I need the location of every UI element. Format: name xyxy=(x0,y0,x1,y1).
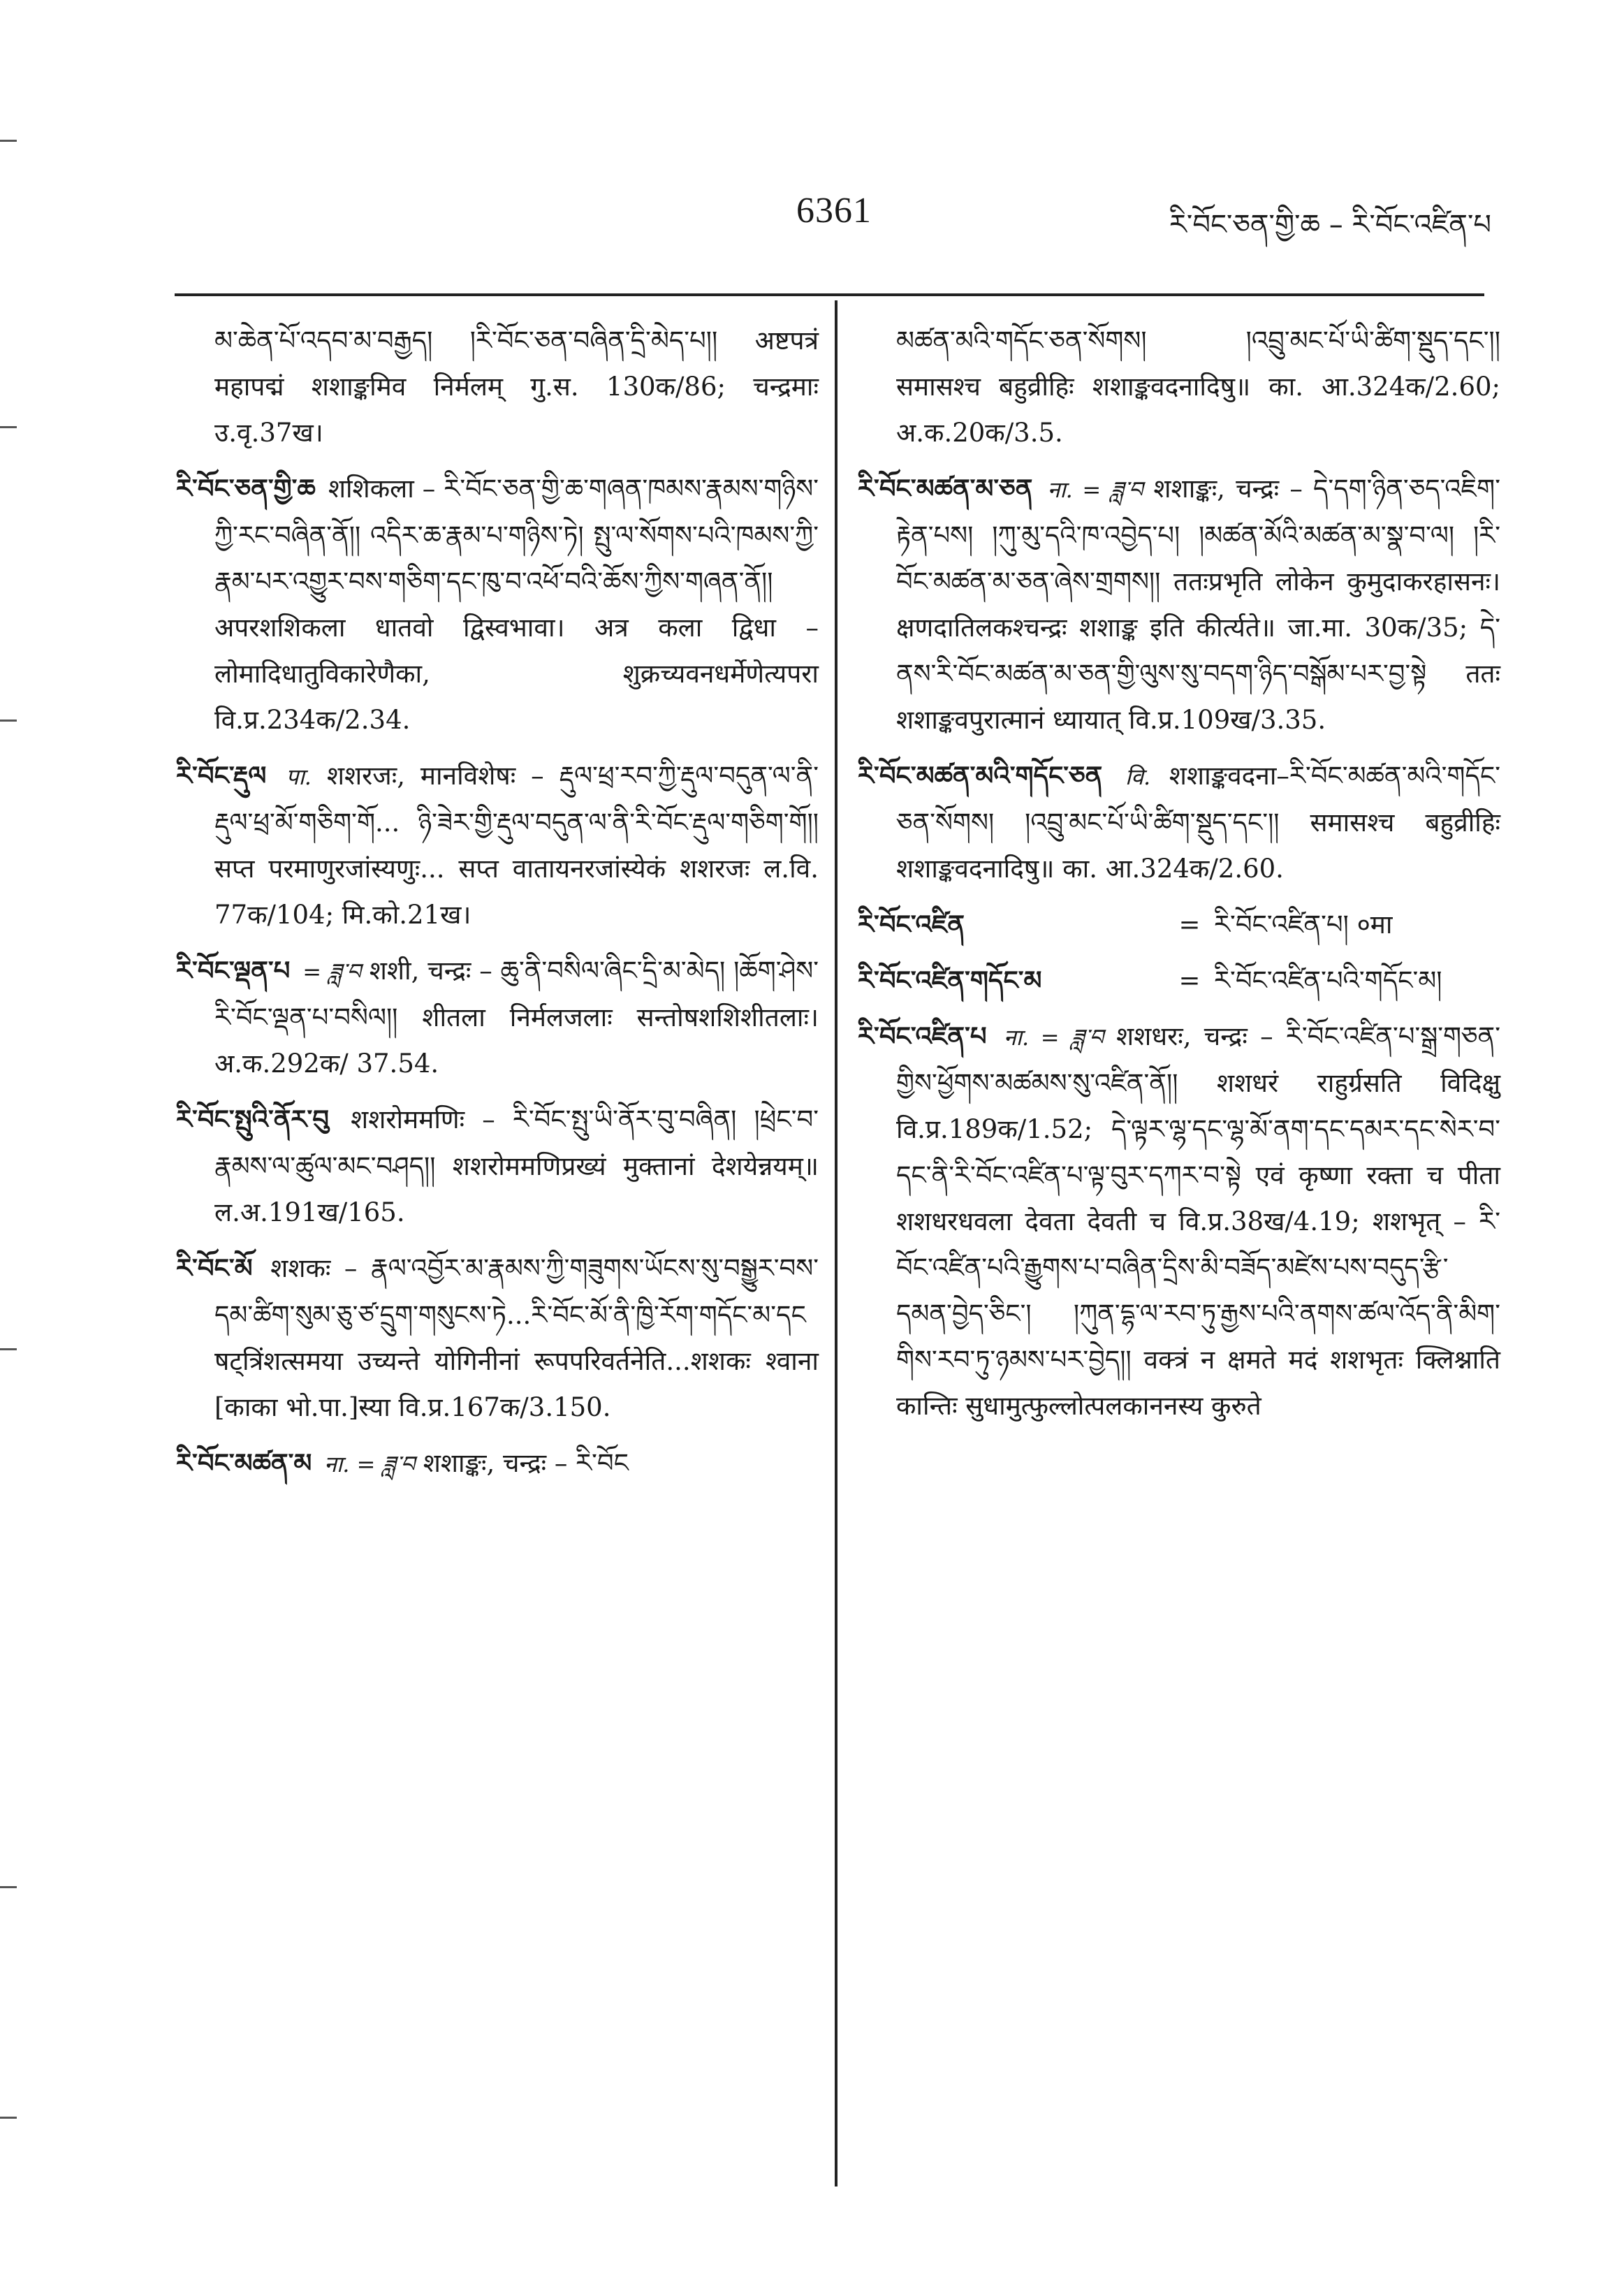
running-head: རི་བོང་ཅན་གྱི་ཆ – རི་བོང་འཛིན་པ xyxy=(1169,209,1491,241)
page-header xyxy=(168,190,1491,253)
xref-term: རི་བོང་འཛིན xyxy=(858,910,965,940)
entry-text: शशरजः, मानविशेषः – རྡུལ་ཕྲ་རབ་ཀྱི་རྡུལ་བདུན་ལ་ནི་རྡུལ་ཕྲ་མོ་གཅིག་གོ... ཉི་ཟེར་གྱི་རྡུལ་བདུན་ལ་ནི་རི་བོང་རྡུལ་གཅིག་གོ།། सप्त परमाणुरजांस्यणुः... सप्त वातायनरजांस्येकं शशरजः ल.वि. 77क/104; मि.को.21ख। xyxy=(214,761,819,930)
margin-mark xyxy=(0,2117,17,2119)
dictionary-entry xyxy=(858,753,1500,892)
entry-text: མ་ཆེན་པོ་འདབ་མ་བརྒྱད། །རི་བོང་ཅན་བཞིན་དྲི་མེད་པ།། अष्टपत्रं महापद्मं शशाङ्कमिव निर्मलम् गु.स. 130क/86; चन्द्रमाः उ.वृ.37ख। xyxy=(214,326,819,448)
entry-headword: རི་བོང་མཚན་མ xyxy=(176,1448,312,1478)
cross-reference xyxy=(858,958,1500,1004)
entry-text: शशधरः, चन्द्रः – རི་བོང་འཛིན་པ་སྒྲ་གཅན་གྱིས་ཕྱོགས་མཚམས་སུ་འཛིན་ནོ།། शशधरं राहुर्ग्रसति विदिक्षु वि.प्र.189क/1.52; དེ་ལྟར་ལྷ་དང་ལྷ་མོ་ནག་དང་དམར་དང་སེར་བ་དང་ནི་རི་བོང་འཛིན་པ་ལྟ་བུར་དཀར་བ་སྟེ एवं कृष्णा रक्ता च पीता शशधरधवला देवता देवती च वि.प्र.38ख/4.19; शशभृत् – རི་བོང་འཛིན་པའི་རྒྱུགས་པ་བཞིན་དྲིས་མི་བཟོད་མཛེས་པས་བདུད་རྩི་དམན་བྱེད་ཅིང་། །ཀུན་དྷ་ལ་རབ་ཏུ་རྒྱས་པའི་ནགས་ཚལ་འོད་ནི་མིག་གིས་རབ་ཏུ་ཉམས་པར་བྱེད།། वक्त्रं न क्षमते मदं शशभृतः क्लिश्नाति कान्तिः सुधामुत्फुल्लोत्पलकाननस्य कुरुते xyxy=(896,1021,1501,1421)
entry-headword: རི་བོང་མཚན་མ་ཅན xyxy=(858,474,1033,504)
entry-headword: རི་བོང་མཚན་མའི་གདོང་ཅན xyxy=(858,761,1103,791)
xref-equals: = xyxy=(1178,965,1201,995)
dictionary-entry xyxy=(176,948,819,1087)
entry-abbr: ना. = ཟླ་བ xyxy=(1003,1024,1104,1051)
entry-headword: རི་བོང་རྡུལ xyxy=(176,761,267,791)
dictionary-entry xyxy=(858,466,1500,743)
dictionary-entry xyxy=(858,318,1500,456)
entry-text: शशिकला – རི་བོང་ཅན་གྱི་ཆ་གཞན་ཁམས་རྣམས་གཉིས་ཀྱི་རང་བཞིན་ནོ།། འདིར་ཆ་རྣམ་པ་གཉིས་ཏེ། སྤུ་ལ་སོགས་པའི་ཁམས་ཀྱི་རྣམ་པར་འགྱུར་བས་གཅིག་དང་ཁུ་བ་འཕོ་བའི་ཆོས་ཀྱིས་གཞན་ནོ།། अपरशशिकला धातवो द्विस्वभावा। अत्र कला द्विधा –लोमादिधातुविकारेणैका, शुक्रच्यवनधर्मेणेत्यपरा वि.प्र.234क/2.34. xyxy=(214,474,819,735)
entry-headword: རི་བོང་ཅན་གྱི་ཆ xyxy=(176,474,316,504)
dictionary-entry xyxy=(176,1246,819,1431)
dictionary-entry xyxy=(176,1440,819,1487)
dictionary-entry xyxy=(858,1014,1500,1429)
entry-text: शशाङ्कः, चन्द्रः – རི་བོང xyxy=(423,1448,629,1478)
entry-headword: རི་བོང་འཛིན་པ xyxy=(858,1021,987,1051)
margin-mark xyxy=(0,720,17,722)
page-number: 6361 xyxy=(796,191,872,231)
entry-abbr: ना. = ཟླ་བ xyxy=(324,1451,415,1477)
entry-headword: རི་བོང་ལྡན་པ xyxy=(176,956,291,986)
dictionary-entry xyxy=(176,1097,819,1236)
header-rule xyxy=(175,293,1484,296)
entry-headword: རི་བོང་མོ xyxy=(176,1253,253,1283)
entry-abbr: वि. xyxy=(1125,764,1151,790)
margin-mark xyxy=(0,426,17,428)
margin-mark xyxy=(0,140,17,142)
entry-text: शशाङ्कः, चन्द्रः – དེ་དག་ཉིན་ཅད་འཇིག་རྟེན་པས། །ཀུ་མུ་དའི་ཁ་འབྱེད་པ། །མཚན་མོའི་མཚན་མ་སྣ་བ་ལ། །རི་བོང་མཚན་མ་ཅན་ཞེས་གྲགས།། ततःप्रभृति लोकेन कुमुदाकरहासनः। क्षणदातिलकश्चन्द्रः शशाङ्क इति कीर्त्यते॥ जा.मा. 30क/35; དེ་ནས་རི་བོང་མཚན་མ་ཅན་གྱི་ལུས་སུ་བདག་ཉིད་བསྒོམ་པར་བྱ་སྟེ ततः शशाङ्कवपुरात्मानं ध्यायात् वि.प्र.109ख/3.35. xyxy=(896,474,1501,735)
column-divider xyxy=(835,300,837,2186)
dictionary-entry xyxy=(176,318,819,456)
right-column xyxy=(858,318,1500,1439)
cross-reference xyxy=(858,902,1500,948)
xref-target: རི་བོང་འཛིན་པ། ०मा xyxy=(1214,910,1393,940)
xref-equals: = xyxy=(1178,910,1201,940)
xref-term: རི་བོང་འཛིན་གདོང་མ xyxy=(858,965,1042,995)
dictionary-entry xyxy=(176,466,819,743)
margin-mark xyxy=(0,1886,17,1888)
xref-target: རི་བོང་འཛིན་པའི་གདོང་མ། xyxy=(1214,965,1442,995)
entry-text: शशी, चन्द्रः – ཆུ་ནི་བསིལ་ཞིང་དྲི་མ་མེད། །ཆོག་ཤེས་རི་བོང་ལྡན་པ་བསིལ།། शीतला निर्मलजलाः सन्तोषशशिशीतलाः। अ.क.292क/ 37.54. xyxy=(214,956,819,1079)
entry-text: शशाङ्कवदना–རི་བོང་མཚན་མའི་གདོང་ཅན་སོགས། །འབྲུ་མང་པོ་ཡི་ཚིག་སྡུད་དང་།། समासश्च बहुव्रीहिः शशाङ्कवदनादिषु॥ का. आ.324क/2.60. xyxy=(896,761,1500,884)
entry-abbr: = ཟླ་བ xyxy=(302,958,361,985)
entry-abbr: ना. = ཟླ་བ xyxy=(1047,476,1143,503)
margin-mark xyxy=(0,1348,17,1350)
dictionary-entry xyxy=(176,753,819,938)
entry-text: शशकः – རྣལ་འབྱོར་མ་རྣམས་ཀྱི་གཟུགས་ཡོངས་སུ་བསྒྱུར་བས་དམ་ཚིག་སུམ་ཅུ་ཙ་དྲུག་གསུངས་ཏེ...རི་བོང་མོ་ནི་ཁྱི་རོག་གདོང་མ་དང षट्त्रिंशत्समया उच्यन्ते योगिनीनां रूपपरिवर्तनेति...शशकः श्वाना [काका भो.पा.]स्या वि.प्र.167क/3.150. xyxy=(214,1253,819,1422)
entry-abbr: पा. xyxy=(286,764,312,790)
entry-headword: རི་བོང་སྤུའི་ནོར་བུ xyxy=(176,1104,329,1134)
entry-text: शशरोममणिः – རི་བོང་སྤུ་ཡི་ནོར་བུ་བཞིན། །ཕྲེང་བ་རྣམས་ལ་ཚུལ་མང་བཤད།། शशरोममणिप्रख्यं मुक्तानां देशयेन्नयम्॥ ल.अ.191ख/165. xyxy=(214,1104,819,1227)
left-column xyxy=(176,318,819,1497)
entry-text: མཚན་མའི་གདོང་ཅན་སོགས། །འབྲུ་མང་པོ་ཡི་ཚིག་སྡུད་དང་།། समासश्च बहुव्रीहिः शशाङ्कवदनादिषु॥ का. आ.324क/2.60; अ.क.20क/3.5. xyxy=(896,326,1500,448)
